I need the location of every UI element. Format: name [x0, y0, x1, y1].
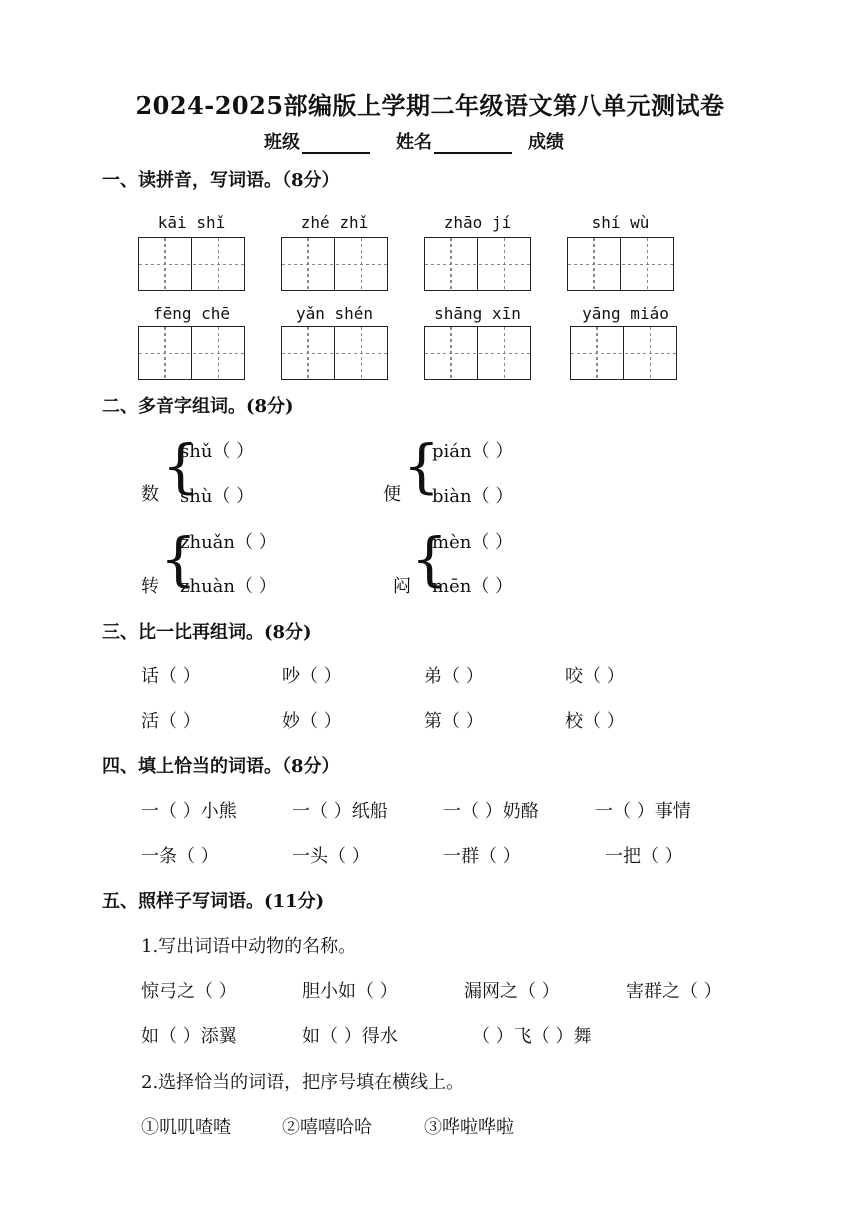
brace-icon: {: [411, 525, 448, 593]
pinyin-label: shí wù: [591, 213, 650, 232]
writing-grid[interactable]: [138, 326, 245, 380]
name-blank[interactable]: [434, 134, 512, 154]
compare-item: 吵（ ）: [282, 666, 342, 687]
writing-grid[interactable]: [570, 326, 677, 380]
section1-heading: 一、读拼音，写词语。（8分）: [102, 170, 340, 191]
idiom-item: 惊弓之（ ）: [141, 981, 237, 1002]
writing-grid[interactable]: [281, 237, 388, 291]
polyphone-item: biàn（ ）: [432, 486, 514, 507]
idiom-item: 害群之（ ）: [626, 981, 722, 1002]
idiom-item: 漏网之（ ）: [464, 981, 560, 1002]
idiom-item: 如（ ）得水: [302, 1026, 398, 1047]
polyphone-char: 数: [141, 484, 159, 505]
class-field: [264, 128, 370, 154]
brace-icon: {: [160, 525, 197, 593]
polyphone-item: shǔ（ ）: [180, 441, 255, 462]
polyphone-char: 转: [141, 576, 159, 597]
option-item: ①叽叽喳喳: [141, 1117, 231, 1138]
brace-icon: {: [403, 432, 440, 500]
section3-heading: 三、比一比再组词。(8分): [102, 622, 312, 643]
idiom-item: 如（ ）添翼: [141, 1026, 237, 1047]
fill-item: 一（ ）奶酪: [443, 801, 539, 822]
polyphone-item: zhuǎn（ ）: [180, 532, 277, 553]
polyphone-item: zhuàn（ ）: [180, 576, 277, 597]
pinyin-label: shāng xīn: [434, 304, 521, 323]
class-blank[interactable]: [302, 134, 370, 154]
pinyin-label: zhāo jí: [443, 213, 512, 232]
compare-item: 妙（ ）: [282, 711, 342, 732]
pinyin-label: yāng miáo: [582, 304, 669, 323]
question-text: 1.写出词语中动物的名称。: [141, 936, 357, 957]
section4-heading: 四、填上恰当的词语。（8分）: [102, 756, 340, 777]
name-field: [396, 128, 512, 154]
brace-icon: {: [162, 432, 199, 500]
polyphone-item: shù（ ）: [180, 486, 255, 507]
class-label: 班级: [264, 132, 300, 153]
polyphone-char: 闷: [393, 576, 411, 597]
question-text: 2.选择恰当的词语，把序号填在横线上。: [141, 1072, 465, 1093]
name-label: 姓名: [396, 132, 432, 153]
fill-item: 一（ ）事情: [595, 801, 691, 822]
writing-grid[interactable]: [281, 326, 388, 380]
writing-grid[interactable]: [567, 237, 674, 291]
polyphone-item: mèn（ ）: [432, 532, 514, 553]
compare-item: 校（ ）: [565, 711, 625, 732]
fill-item: 一条（ ）: [141, 846, 219, 867]
idiom-item: （ ）飞（ ）舞: [472, 1026, 592, 1047]
option-item: ②嘻嘻哈哈: [282, 1117, 372, 1138]
pinyin-label: yǎn shén: [295, 304, 374, 323]
page-title: 2024-2025部编版上学期二年级语文第八单元测试卷: [135, 91, 725, 120]
compare-item: 第（ ）: [424, 711, 484, 732]
fill-item: 一（ ）小熊: [141, 801, 237, 822]
compare-item: 弟（ ）: [424, 666, 484, 687]
score-label: 成绩: [528, 132, 564, 153]
fill-item: 一群（ ）: [443, 846, 521, 867]
option-item: ③哗啦哗啦: [424, 1117, 514, 1138]
compare-item: 活（ ）: [141, 711, 201, 732]
idiom-item: 胆小如（ ）: [302, 981, 398, 1002]
section2-heading: 二、多音字组词。(8分): [102, 396, 294, 417]
compare-item: 话（ ）: [141, 666, 201, 687]
fill-item: 一把（ ）: [605, 846, 683, 867]
pinyin-label: kāi shǐ: [157, 213, 226, 232]
writing-grid[interactable]: [138, 237, 245, 291]
pinyin-label: fēng chē: [152, 304, 231, 323]
fill-item: 一头（ ）: [292, 846, 370, 867]
section5-heading: 五、照样子写词语。(11分): [102, 891, 325, 912]
writing-grid[interactable]: [424, 237, 531, 291]
polyphone-char: 便: [383, 484, 401, 505]
writing-grid[interactable]: [424, 326, 531, 380]
pinyin-label: zhé zhǐ: [300, 213, 369, 232]
fill-item: 一（ ）纸船: [292, 801, 388, 822]
polyphone-item: mēn（ ）: [432, 576, 514, 597]
compare-item: 咬（ ）: [565, 666, 625, 687]
polyphone-item: pián（ ）: [432, 441, 514, 462]
